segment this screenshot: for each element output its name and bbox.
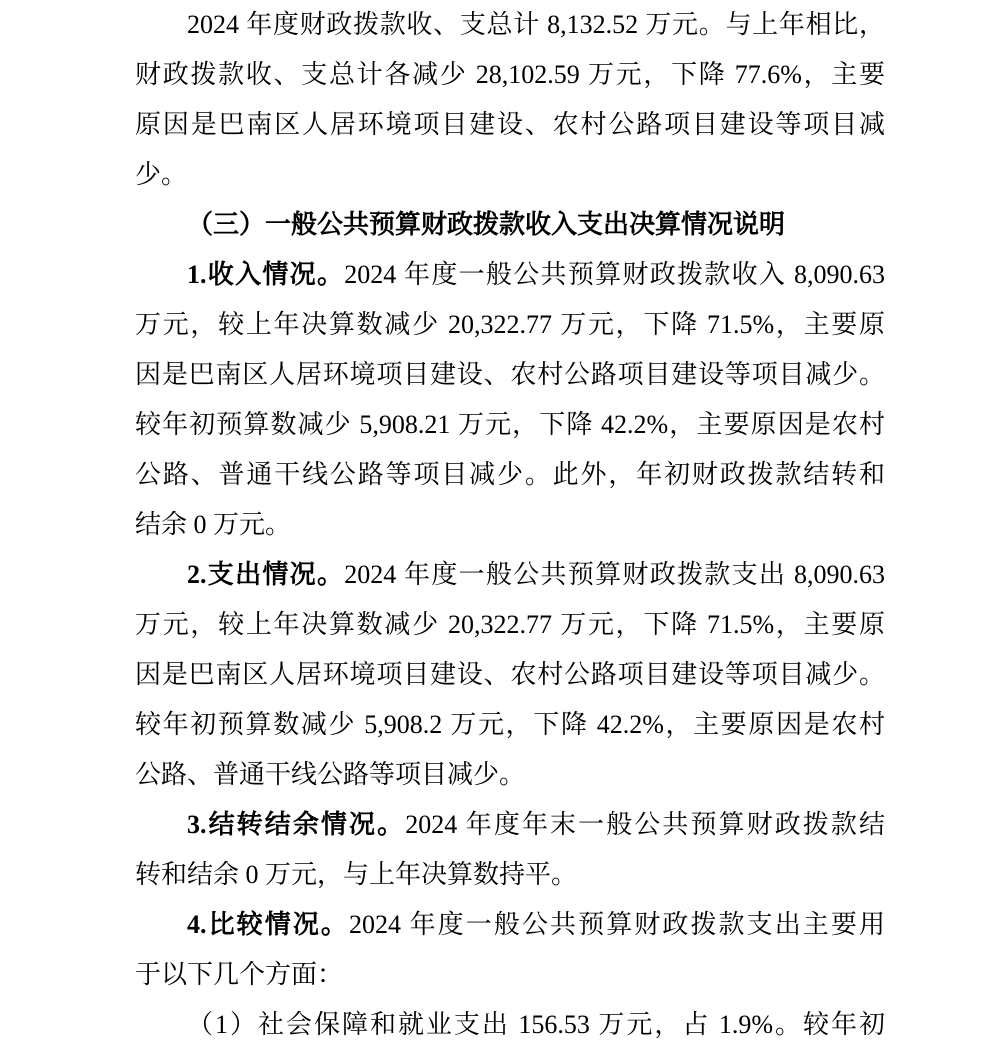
line-text: 2024 年度财政拨款收、支总计 8,132.52 万元。与上年相比，	[187, 10, 885, 39]
text-line	[135, 700, 885, 750]
line-text: 少。	[135, 160, 188, 189]
text-line	[135, 450, 885, 500]
line-text: 2024 年度一般公共预算财政拨款收入 8,090.63	[344, 260, 885, 289]
text-line	[135, 300, 885, 350]
text-line	[135, 800, 885, 850]
text-line	[135, 200, 885, 250]
line-text: 财政拨款收、支总计各减少 28,102.59 万元，下降 77.6%，主要	[135, 60, 885, 89]
line-text: 因是巴南区人居环境项目建设、农村公路项目建设等项目减少。	[135, 360, 885, 389]
text-line	[135, 650, 885, 700]
text-line	[135, 600, 885, 650]
line-bold-text: 2.支出情况。	[187, 560, 345, 589]
text-line	[135, 350, 885, 400]
text-line	[135, 50, 885, 100]
line-bold-text: 1.收入情况。	[187, 260, 345, 289]
text-line	[135, 250, 885, 300]
line-text: 2024 年度一般公共预算财政拨款支出 8,090.63	[344, 560, 885, 589]
text-line	[135, 500, 885, 550]
line-text: 万元，较上年决算数减少 20,322.77 万元，下降 71.5%，主要原	[135, 310, 885, 339]
line-text: 结余 0 万元。	[135, 510, 292, 539]
text-line	[135, 950, 885, 1000]
line-text: 公路、普通干线公路等项目减少。	[135, 760, 526, 789]
line-text: 公路、普通干线公路等项目减少。此外，年初财政拨款结转和	[135, 460, 885, 489]
text-line	[135, 150, 885, 200]
text-line	[135, 750, 885, 800]
line-text: 较年初预算数减少 5,908.21 万元，下降 42.2%，主要原因是农村	[135, 410, 885, 439]
text-line	[135, 400, 885, 450]
line-bold-text: 4.比较情况。	[187, 910, 350, 939]
line-text: 于以下几个方面：	[135, 960, 344, 989]
text-line	[135, 850, 885, 900]
text-line	[135, 550, 885, 600]
line-text: 较年初预算数减少 5,908.2 万元，下降 42.2%，主要原因是农村	[135, 710, 885, 739]
line-text: 原因是巴南区人居环境项目建设、农村公路项目建设等项目减	[135, 110, 885, 139]
line-text: 2024 年度年末一般公共预算财政拨款结	[405, 810, 885, 839]
text-line	[135, 100, 885, 150]
text-line	[135, 0, 885, 50]
text-line	[135, 1000, 885, 1043]
line-text: 转和结余 0 万元，与上年决算数持平。	[135, 860, 578, 889]
line-text: 因是巴南区人居环境项目建设、农村公路项目建设等项目减少。	[135, 660, 885, 689]
document-body	[135, 0, 885, 1043]
line-text: 2024 年度一般公共预算财政拨款支出主要用	[349, 910, 885, 939]
line-text: 万元，较上年决算数减少 20,322.77 万元，下降 71.5%，主要原	[135, 610, 885, 639]
line-bold-text: 3.结转结余情况。	[187, 810, 406, 839]
text-line	[135, 900, 885, 950]
line-text: （1）社会保障和就业支出 156.53 万元，占 1.9%。较年初	[187, 1010, 885, 1039]
line-bold-text: （三）一般公共预算财政拨款收入支出决算情况说明	[187, 210, 786, 239]
